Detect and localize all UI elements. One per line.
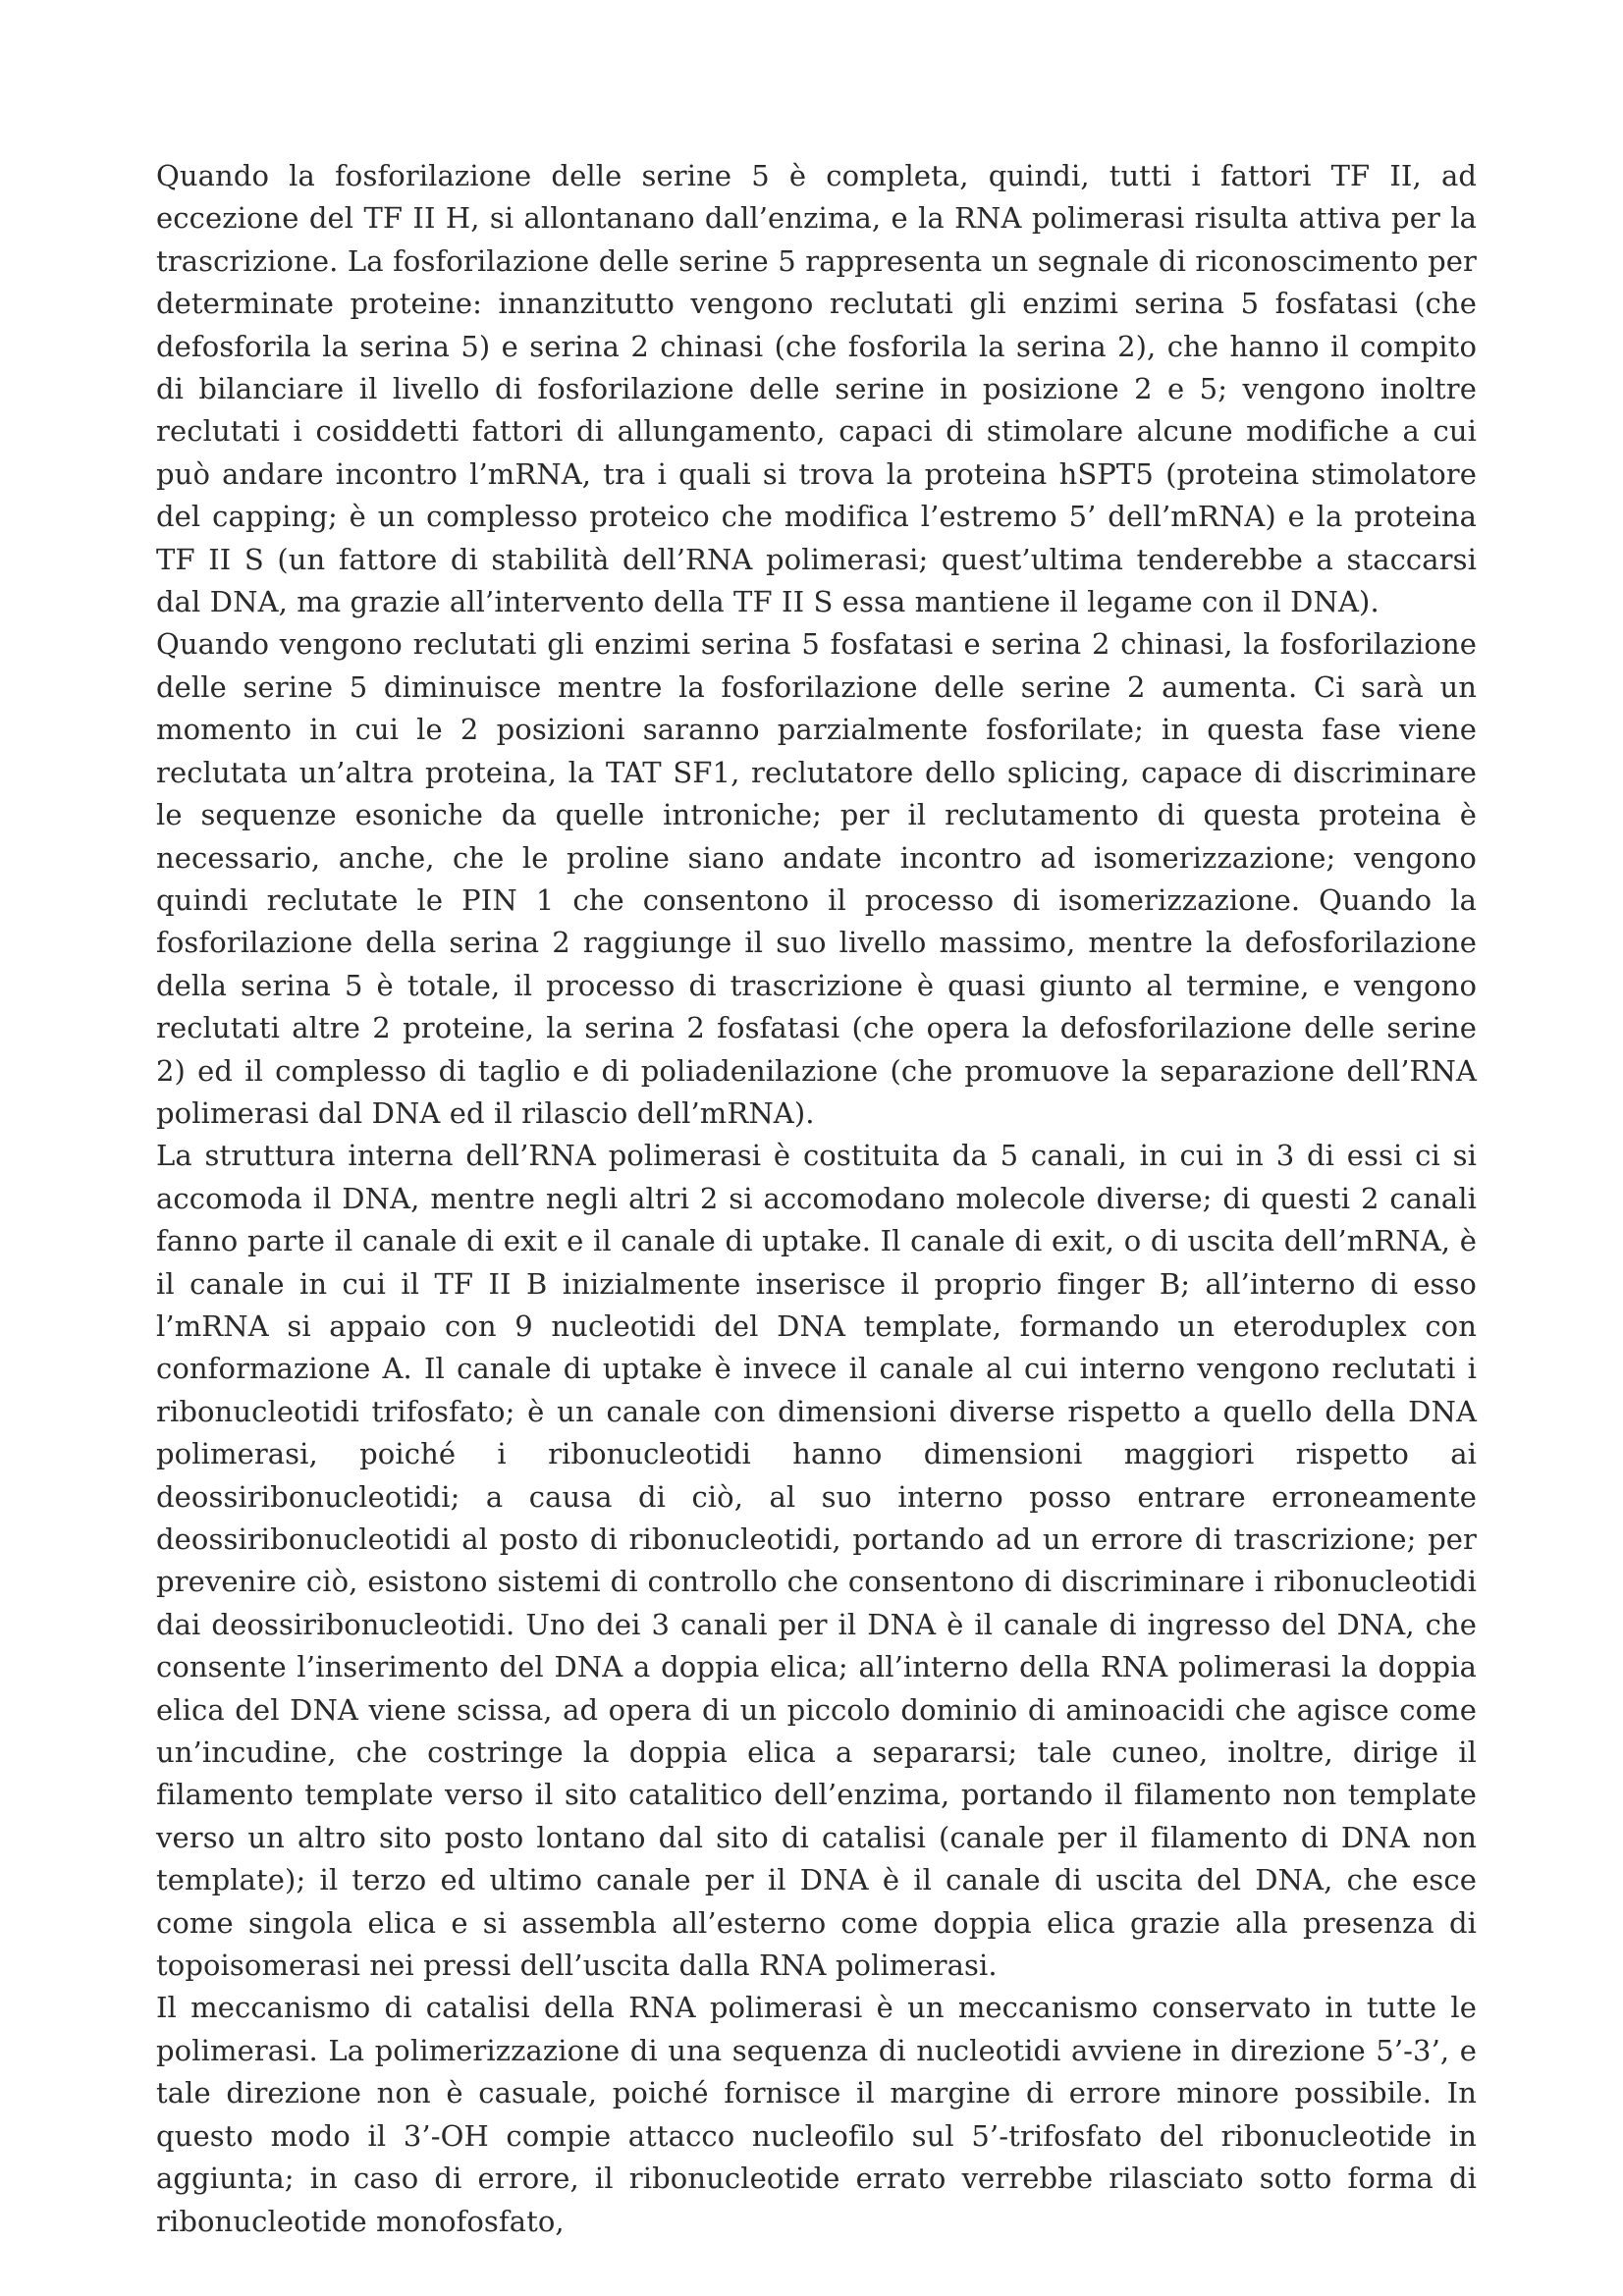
paragraph-catalysis-mechanism: Il meccanismo di catalisi della RNA polimerasi è un meccanismo conservato in tutte le polimerasi. La polimerizzazione di una sequenza di nucleotidi avviene in direzione 5’-3’, e tale direzione non è casuale, poiché fornisce il margine di errore minore possibile. In questo modo il 3’-OH compie attacco nucleofilo sul 5’-trifosfato del ribonucleotide in aggiunta; in caso di errore, il ribonucleotide errato verrebbe rilasciato sotto forma di ribonucleotide monofosfato, bbox=[156, 1991, 1477, 2238]
paragraph-serine-5-phosphorylation: Quando la fosforilazione delle serine 5 è completa, quindi, tutti i fattori TF II, ad eccezione del TF II H, si allontanano dall’enzima, e la RNA polimerasi risulta attiva per la trascrizione. La fosforilazione delle serine 5 rappresenta un segnale di riconoscimento per determinate proteine: innanzitutto vengono reclutati gli enzimi serina 5 fosfatasi (che defosforila la serina 5) e serina 2 chinasi (che fosforila la serina 2), che hanno il compito di bilanciare il livello di fosforilazione delle serine in posizione 2 e 5; vengono inoltre reclutati i cosiddetti fattori di allungamento, capaci di stimolare alcune modifiche a cui può andare incontro l’mRNA, tra i quali si trova la proteina hSPT5 (proteina stimolatore del capping; è un complesso proteico che modifica l’estremo 5’ dell’mRNA) e la proteina TF II S (un fattore di stabilità dell’RNA polimerasi; quest’ultima tenderebbe a staccarsi dal DNA, ma grazie all’intervento della TF II S essa mantiene il legame con il DNA). bbox=[156, 159, 1477, 619]
document-page bbox=[156, 155, 1477, 2243]
paragraph-rna-polymerase-channels: La struttura interna dell’RNA polimerasi è costituita da 5 canali, in cui in 3 di essi ci si accomoda il DNA, mentre negli altri 2 si accomodano molecole diverse; di questi 2 canali fanno parte il canale di exit e il canale di uptake. Il canale di exit, o di uscita dell’mRNA, è il canale in cui il TF II B inizialmente inserisce il proprio finger B; all’interno di esso l’mRNA si appaio con 9 nucleotidi del DNA template, formando un eteroduplex con conformazione A. Il canale di uptake è invece il canale al cui interno vengono reclutati i ribonucleotidi trifosfato; è un canale con dimensioni diverse rispetto a quello della DNA polimerasi, poiché i ribonucleotidi hanno dimensioni maggiori rispetto ai deossiribonucleotidi; a causa di ciò, al suo interno posso entrare erroneamente deossiribonucleotidi al posto di ribonucleotidi, portando ad un errore di trascrizione; per prevenire ciò, esistono sistemi di controllo che consentono di discriminare i ribonucleotidi dai deossiribonucleotidi. Uno dei 3 canali per il DNA è il canale di ingresso del DNA, che consente l’inserimento del DNA a doppia elica; all’interno della RNA polimerasi la doppia elica del DNA viene scissa, ad opera di un piccolo dominio di aminoacidi che agisce come un’incudine, che costringe la doppia elica a separarsi; tale cuneo, inoltre, dirige il filamento template verso il sito catalitico dell’enzima, portando il filamento non template verso un altro sito posto lontano dal sito di catalisi (canale per il filamento di DNA non template); il terzo ed ultimo canale per il DNA è il canale di uscita del DNA, che esce come singola elica e si assembla all’esterno come doppia elica grazie alla presenza di topoisomerasi nei pressi dell’uscita dalla RNA polimerasi. bbox=[156, 1139, 1477, 1983]
paragraph-serine-2-phosphorylation: Quando vengono reclutati gli enzimi serina 5 fosfatasi e serina 2 chinasi, la fosforilazione delle serine 5 diminuisce mentre la fosforilazione delle serine 2 aumenta. Ci sarà un momento in cui le 2 posizioni saranno parzialmente fosforilate; in questa fase viene reclutata un’altra proteina, la TAT SF1, reclutatore dello splicing, capace di discriminare le sequenze esoniche da quelle introniche; per il reclutamento di questa proteina è necessario, anche, che le proline siano andate incontro ad isomerizzazione; vengono quindi reclutate le PIN 1 che consentono il processo di isomerizzazione. Quando la fosforilazione della serina 2 raggiunge il suo livello massimo, mentre la defosforilazione della serina 5 è totale, il processo di trascrizione è quasi giunto al termine, e vengono reclutati altre 2 proteine, la serina 2 fosfatasi (che opera la defosforilazione delle serine 2) ed il complesso di taglio e di poliadenilazione (che promuove la separazione dell’RNA polimerasi dal DNA ed il rilascio dell’mRNA). bbox=[156, 627, 1477, 1130]
